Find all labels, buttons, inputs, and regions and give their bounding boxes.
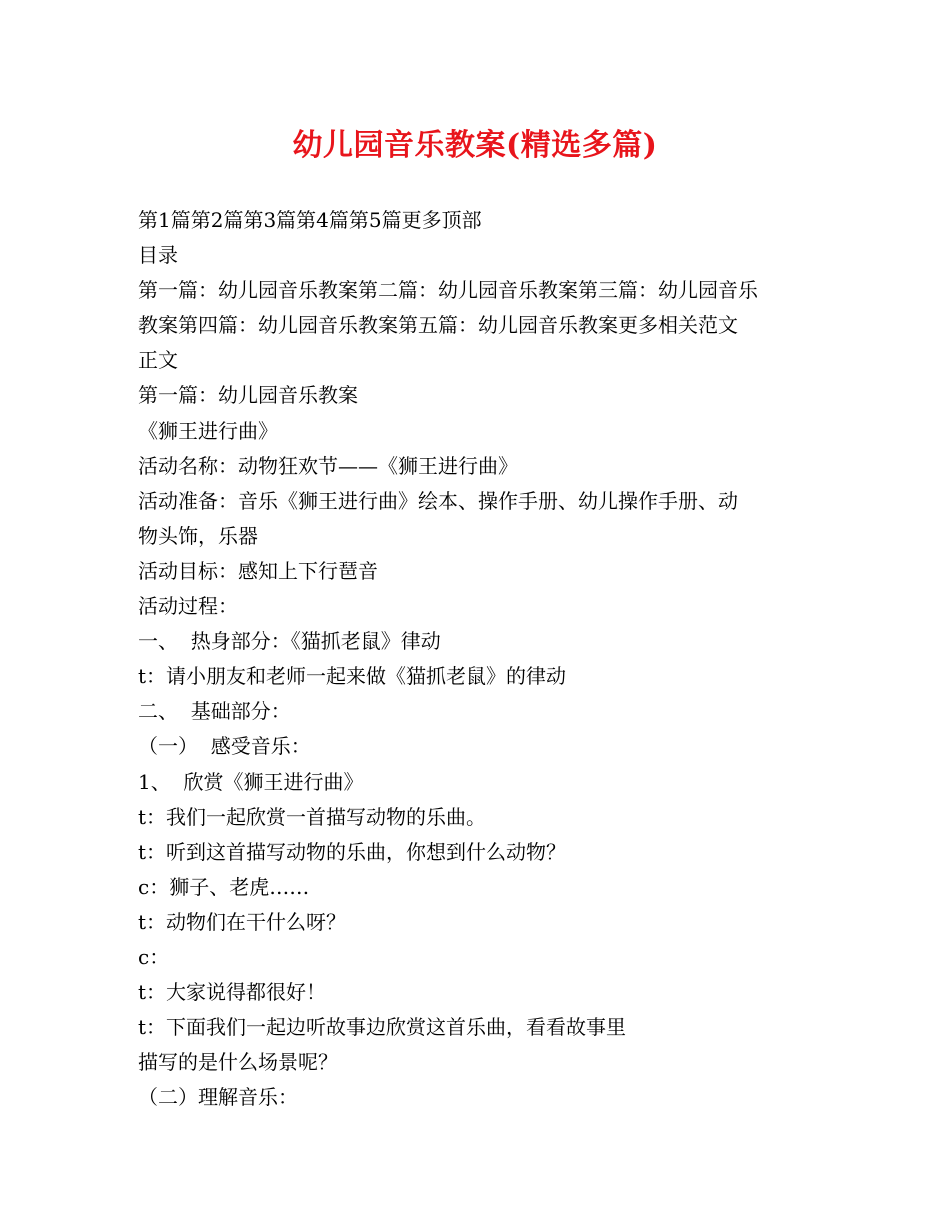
text-line: t：我们一起欣赏一首描写动物的乐曲。	[138, 804, 487, 829]
text-line: 正文	[138, 348, 178, 373]
text-line: t：听到这首描写动物的乐曲，你想到什么动物？	[138, 839, 567, 864]
text-line: t：下面我们一起边听故事边欣赏这首乐曲，看看故事里	[138, 1015, 627, 1040]
text-line: （一） 感受音乐：	[138, 734, 311, 759]
text-line: 二、 基础部分：	[138, 699, 291, 724]
text-line: 活动准备：音乐《狮王进行曲》绘本、操作手册、幼儿操作手册、动	[138, 488, 738, 513]
text-line: 活动过程：	[138, 594, 238, 619]
text-line: 《狮王进行曲》	[138, 418, 278, 443]
text-line: t：请小朋友和老师一起来做《猫抓老鼠》的律动	[138, 664, 567, 689]
text-line: 描写的是什么场景呢？	[138, 1050, 338, 1075]
text-line: 活动名称：动物狂欢节——《狮王进行曲》	[138, 453, 518, 478]
text-line: 目录	[138, 243, 178, 268]
text-line: 物头饰，乐器	[138, 523, 258, 548]
text-line: 第一篇：幼儿园音乐教案	[138, 383, 358, 408]
text-line: （二）理解音乐：	[138, 1085, 298, 1110]
document-body	[138, 203, 838, 1115]
text-line: 第一篇：幼儿园音乐教案第二篇：幼儿园音乐教案第三篇：幼儿园音乐	[138, 278, 758, 303]
text-line: t：大家说得都很好！	[138, 980, 327, 1005]
text-line: c：	[138, 944, 170, 969]
text-line: 第1篇第2篇第3篇第4篇第5篇更多顶部	[138, 208, 482, 232]
text-line: 1、 欣赏《狮王进行曲》	[138, 769, 364, 794]
document-title: 幼儿园音乐教案(精选多篇)	[292, 128, 658, 163]
text-line: t：动物们在干什么呀？	[138, 909, 347, 934]
text-line: c：狮子、老虎……	[138, 874, 310, 899]
text-line: 活动目标：感知上下行琶音	[138, 558, 378, 583]
text-line: 一、 热身部分：《猫抓老鼠》律动	[138, 629, 441, 654]
text-line: 教案第四篇：幼儿园音乐教案第五篇：幼儿园音乐教案更多相关范文	[138, 313, 738, 338]
